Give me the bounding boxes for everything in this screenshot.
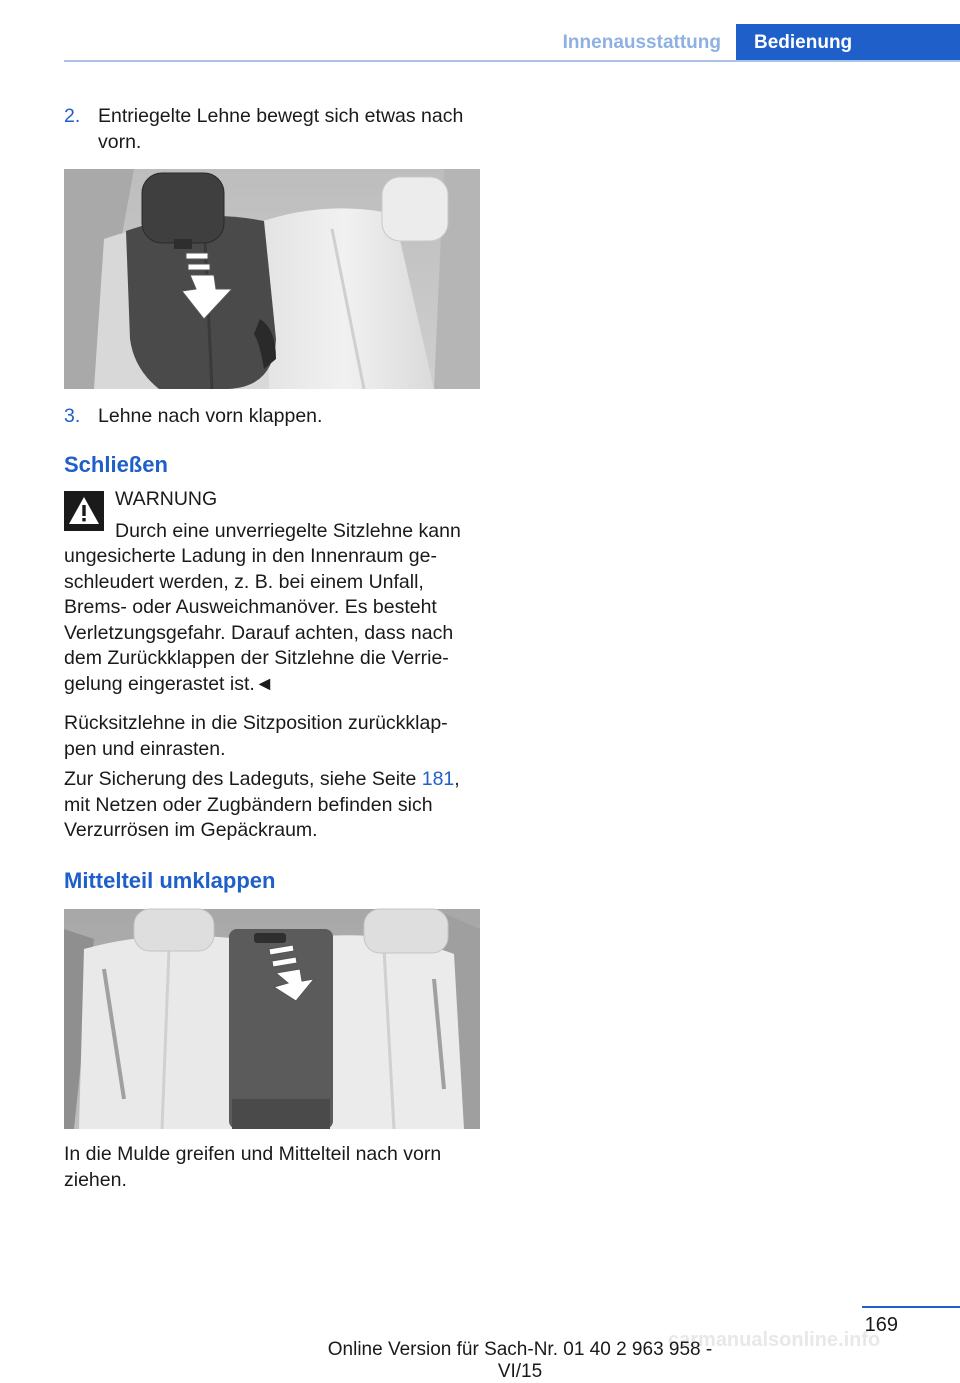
page-link[interactable]: 181 (421, 768, 455, 790)
middle-section-image (64, 909, 480, 1129)
step-number: 3. (64, 405, 81, 427)
paragraph-cargo-securing (64, 767, 480, 844)
step-number: 2. (64, 105, 81, 127)
step-text: Entriegelte Lehne bewegt sich etwas nach vorn. (98, 105, 464, 153)
header-rule (64, 60, 960, 62)
section-heading-middle-section: Mittelteil umklappen (64, 868, 276, 893)
seatback-unlock-image (64, 169, 480, 389)
header-section-tab: Innenausstattung (562, 32, 721, 53)
paragraph-return-seatback: Rücksitzlehne in die Sitzposition zurückklap-pen und einrasten. (64, 712, 448, 760)
header-chapter-tab: Bedienung (736, 24, 960, 62)
footer-version: Online Version für Sach-Nr. 01 40 2 963 958 - VI/15 (327, 1339, 713, 1382)
warning-text-first-line: Durch eine unverriegelte Sitzlehne kann (115, 520, 461, 542)
page-number: 169 (864, 1314, 898, 1336)
caption-middle-section: In die Mulde greifen und Mittelteil nach vorn ziehen. (64, 1143, 442, 1191)
footer-rule (862, 1306, 960, 1308)
section-heading-closing: Schließen (64, 452, 168, 477)
watermark: carmanualsonline.info (668, 1329, 881, 1351)
warning-text: ungesicherte Ladung in den Innenraum ge-schleudert werden, z. B. bei einem Unfall, Brems- oder Ausweichmanöver. Es besteht Verletzungsgefahr. Darauf achten, dass nach dem Zurückklappen der Sitzlehne die Verrie-gelung eingerastet ist.◄ (64, 545, 454, 695)
warning-icon (64, 491, 104, 531)
warning-label: WARNUNG (115, 488, 218, 510)
paragraph-text: , mit Netzen oder Zugbändern befinden sich Verzurrösen im Gepäckraum. (64, 768, 460, 841)
paragraph-text: Zur Sicherung des Ladeguts, siehe Seite (64, 768, 422, 790)
step-text: Lehne nach vorn klappen. (98, 405, 323, 427)
